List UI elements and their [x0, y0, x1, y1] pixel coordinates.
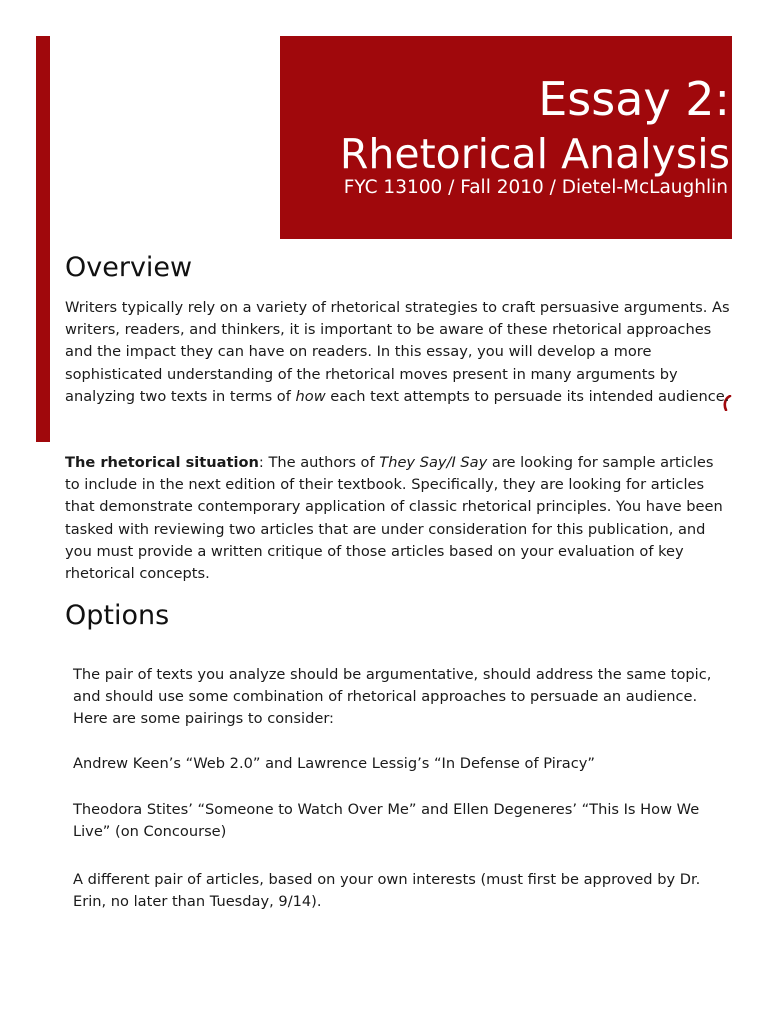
options-heading: Options [65, 600, 170, 631]
course-info: FYC 13100 / Fall 2010 / Dietel-McLaughlin [343, 177, 728, 198]
title-banner [280, 36, 732, 239]
option-pair-2: Theodora Stites’ “Someone to Watch Over Me” and Ellen Degeneres’ “This Is How We Live” (on Concourse) [73, 801, 700, 841]
essay-number-title: Essay 2: [538, 72, 730, 126]
rhetorical-situation-label: The rhetorical situation [65, 454, 259, 471]
overview-paragraph: Writers typically rely on a variety of rhetorical strategies to craft persuasive arguments. As writers, readers, and thinkers, it is important to be aware of these rhetorical approaches and the impact they can have on readers. In this essay, you will develop a more sophisticated understanding of the rhetorical moves present in many arguments by analyzing two texts in terms of how each text attempts to persuade its intended audience. [65, 299, 730, 405]
essay-subject-title: Rhetorical Analysis [339, 130, 730, 178]
options-intro: The pair of texts you analyze should be argumentative, should address the same topic, and should use some combination of rhetorical approaches to persuade an audience. Here are some pairings to consider: [73, 666, 712, 728]
emphasis-how: how [295, 387, 326, 405]
overview-heading: Overview [65, 252, 193, 283]
left-accent-bar [36, 36, 50, 442]
option-pair-3: A different pair of articles, based on your own interests (must first be approved by Dr. Erin, no later than Tuesday, 9/14). [73, 871, 701, 911]
option-pair-1: Andrew Keen’s “Web 2.0” and Lawrence Lessig’s “In Defense of Piracy” [73, 755, 595, 772]
textbook-title: They Say/I Say [379, 454, 488, 471]
rhetorical-situation-paragraph: The rhetorical situation: The authors of They Say/I Say are looking for sample articles to include in the next edition of their textbook. Specifically, they are looking for articles that demonstrate contemporary application of classic rhetorical principles. You have been tasked with reviewing two articles that are under consideration for this publication, and you must provide a written critique of those articles based on your evaluation of key rhetorical concepts. [65, 454, 723, 583]
